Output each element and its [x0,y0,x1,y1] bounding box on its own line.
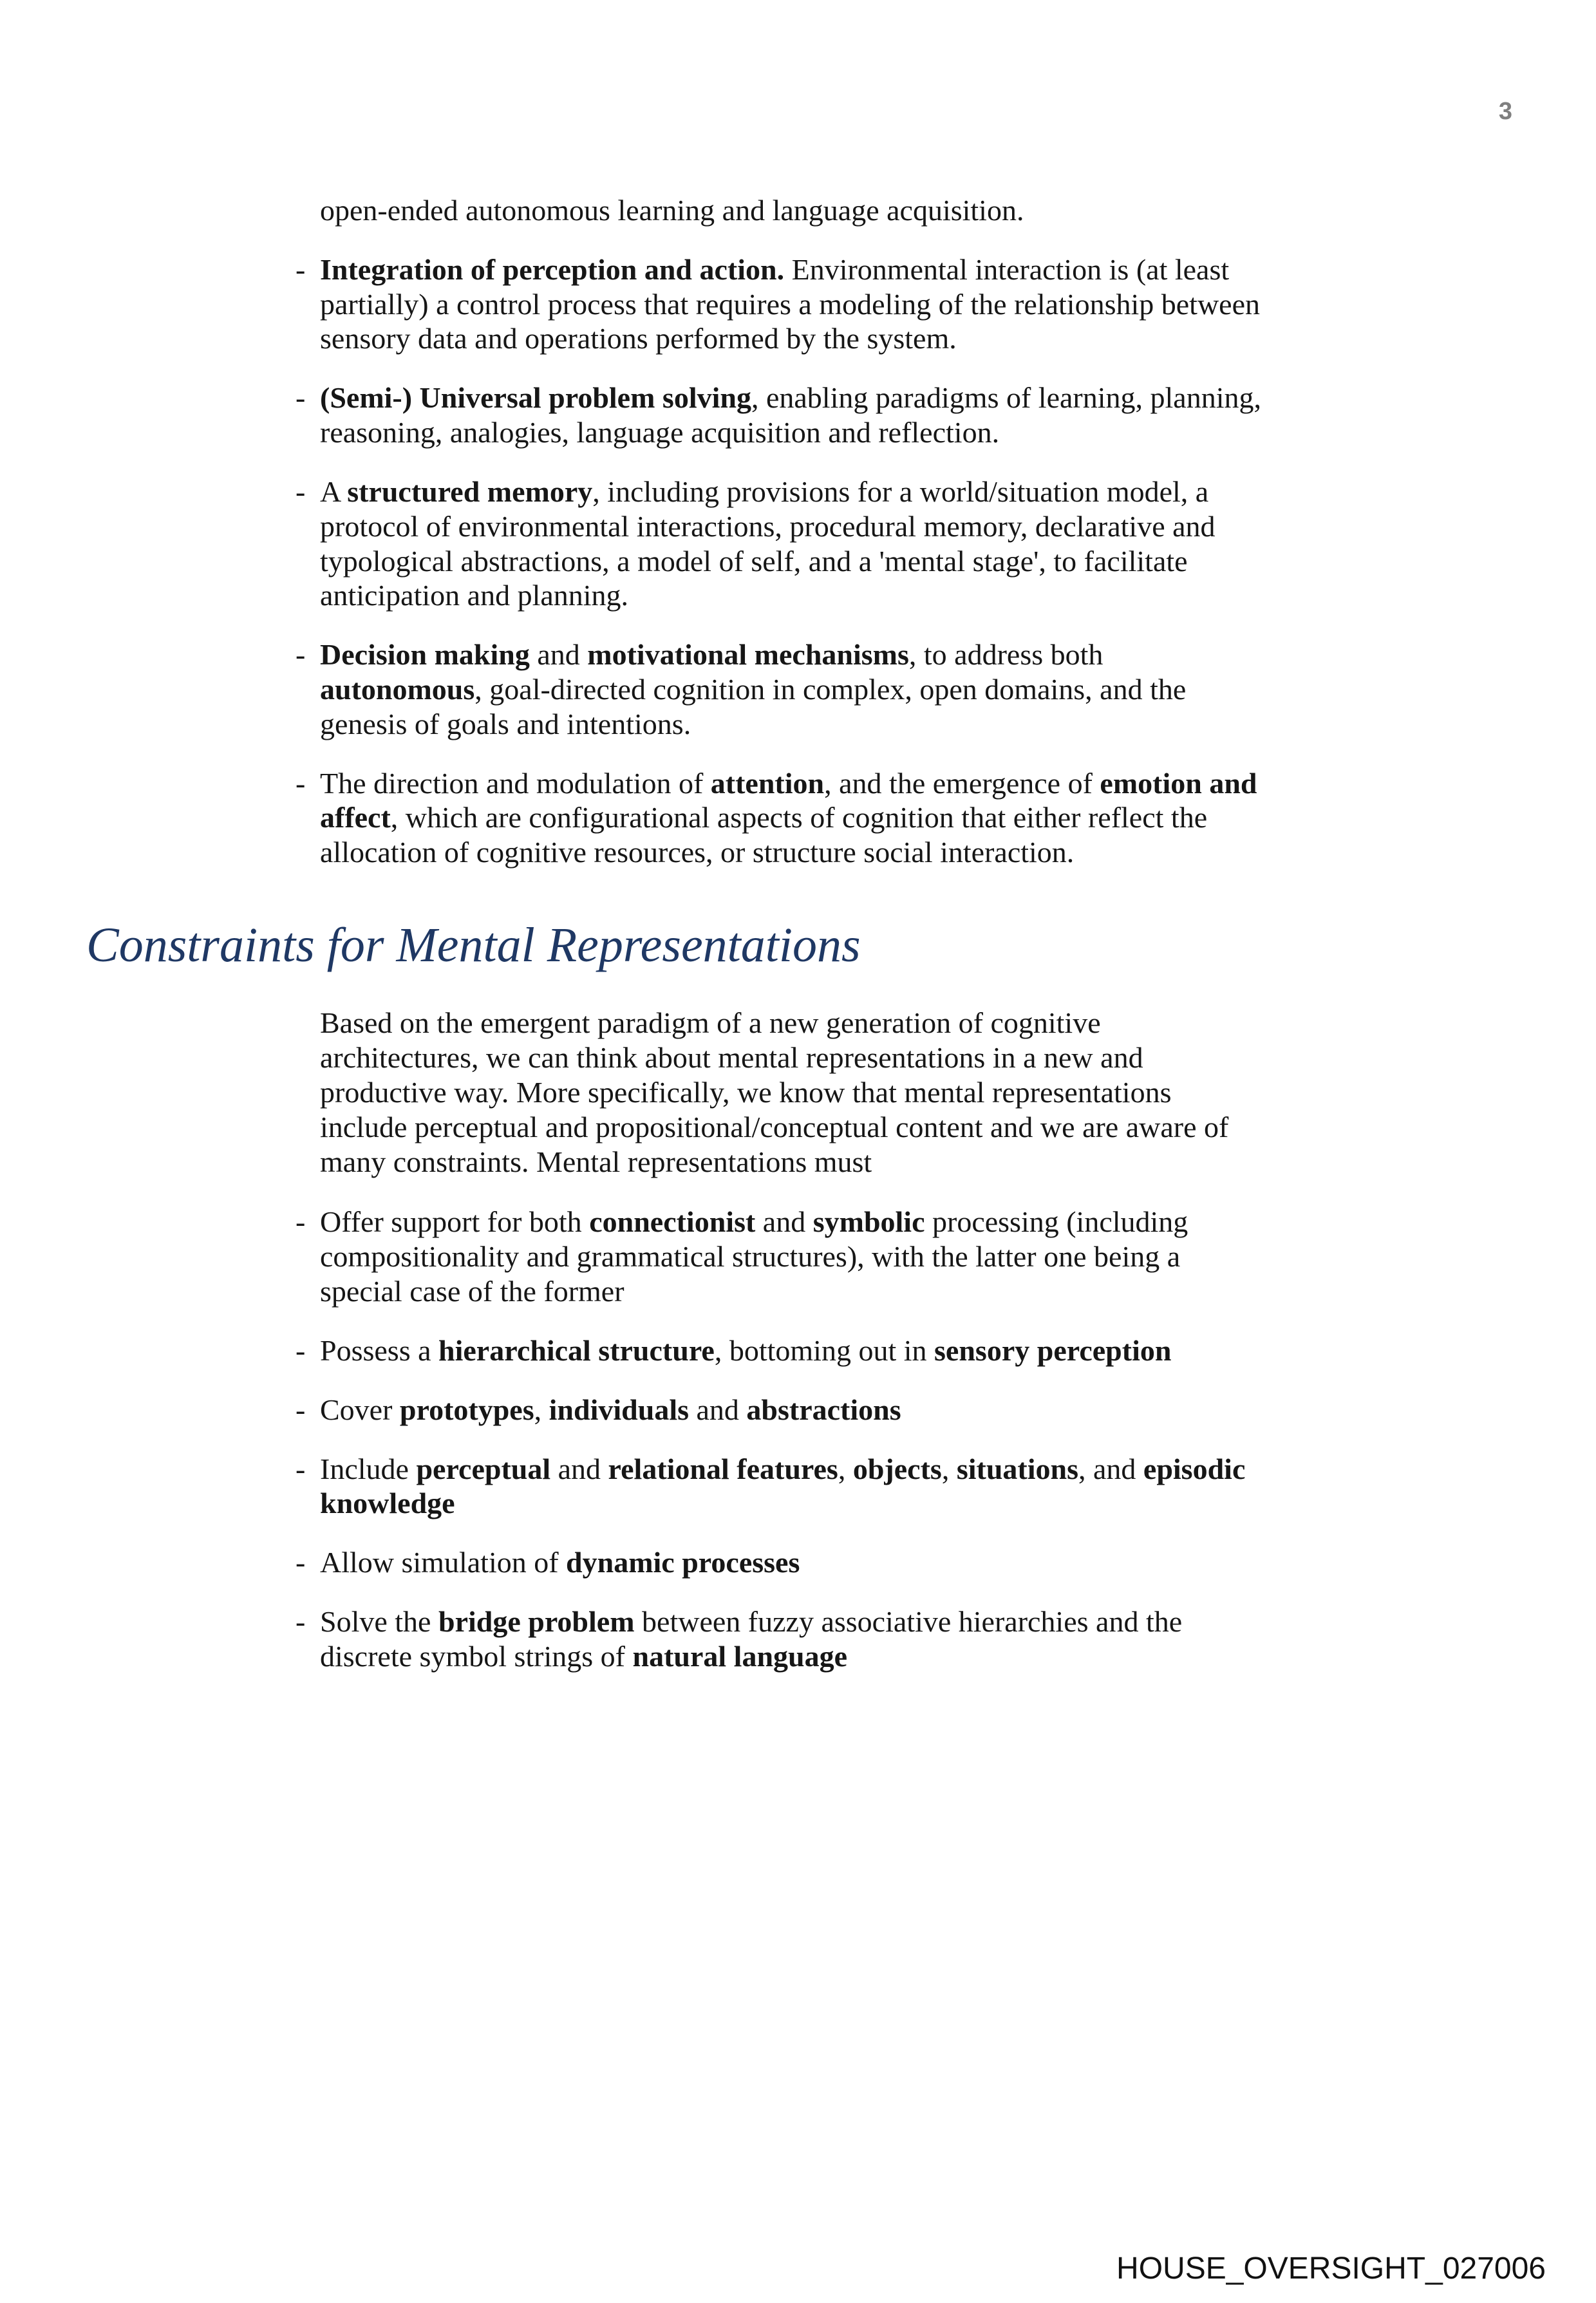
bullet-dash: - [296,381,306,415]
list-item [296,1393,1263,1427]
bullet-dash: - [296,1333,306,1367]
list-item-text: Cover prototypes, individuals and abstractions [320,1393,901,1426]
bullet-dash: - [296,252,306,286]
section-intro-paragraph: Based on the emergent paradigm of a new generation of cognitive architectures, we can think about mental representations in a new and productive way. More specifically, we know that mental representations include perceptual and propositional/conceptual content and we are aware of many constraints. Mental representations must [320,1006,1229,1178]
bullet-dash: - [296,1546,306,1579]
list-item [296,1545,1263,1580]
footer-bates-number: HOUSE_OVERSIGHT_027006 [1116,2251,1546,2286]
list-item-text: Decision making and motivational mechanisms, to address both autonomous, goal-directed cognition in complex, open domains, and the genesis of goals and intentions. [320,638,1187,740]
bullet-dash: - [296,1205,306,1239]
list-item [296,766,1263,870]
list-item-text: Possess a hierarchical structure, bottoming out in sensory perception [320,1333,1172,1367]
bullet-dash: - [296,475,306,508]
list-item [296,1333,1263,1368]
bullet-dash: - [296,1393,306,1426]
bullet-dash: - [296,1452,306,1485]
section-heading: Constraints for Mental Representations [86,918,861,972]
capabilities-list [86,252,1263,870]
list-item-text: The direction and modulation of attention, and the emergence of emotion and affect, which are configurational aspects of cognition that either reflect the allocation of cognitive resources, or structure social interaction. [320,766,1257,869]
list-item [296,475,1263,613]
list-continuation-text: open-ended autonomous learning and language acquisition. [320,194,1024,227]
list-item-text: Allow simulation of dynamic processes [320,1546,800,1579]
list-item-text: A structured memory, including provisions for a world/situation model, a protocol of environmental interactions, procedural memory, declarative and typological abstractions, a model of self, and a 'mental stage', to facilitate anticipation and planning. [320,475,1216,612]
bullet-dash: - [296,1604,306,1638]
list-item-text: (Semi-) Universal problem solving, enabling paradigms of learning, planning, reasoning, analogies, language acquisition and reflection. [320,381,1261,449]
list-item [296,637,1263,741]
list-item-text: Include perceptual and relational features, objects, situations, and episodic knowledge [320,1452,1246,1520]
list-item-text: Integration of perception and action. Environmental interaction is (at least partially) a control process that requires a modeling of the relationship between sensory data and operations performed by the system. [320,252,1261,355]
page-number: 3 [1498,98,1512,125]
list-item [296,1604,1263,1674]
list-item [296,1205,1263,1308]
list-item-text: Solve the bridge problem between fuzzy associative hierarchies and the discrete symbol strings of natural language [320,1604,1183,1673]
constraints-list [86,1205,1263,1673]
list-item [296,381,1263,450]
list-item-text: Offer support for both connectionist and symbolic processing (including compositionality and grammatical structures), with the latter one being a special case of the former [320,1205,1188,1308]
list-item [296,252,1263,356]
bullet-dash: - [296,638,306,672]
document-content [86,193,1263,1698]
bullet-dash: - [296,766,306,800]
list-item [296,1452,1263,1521]
